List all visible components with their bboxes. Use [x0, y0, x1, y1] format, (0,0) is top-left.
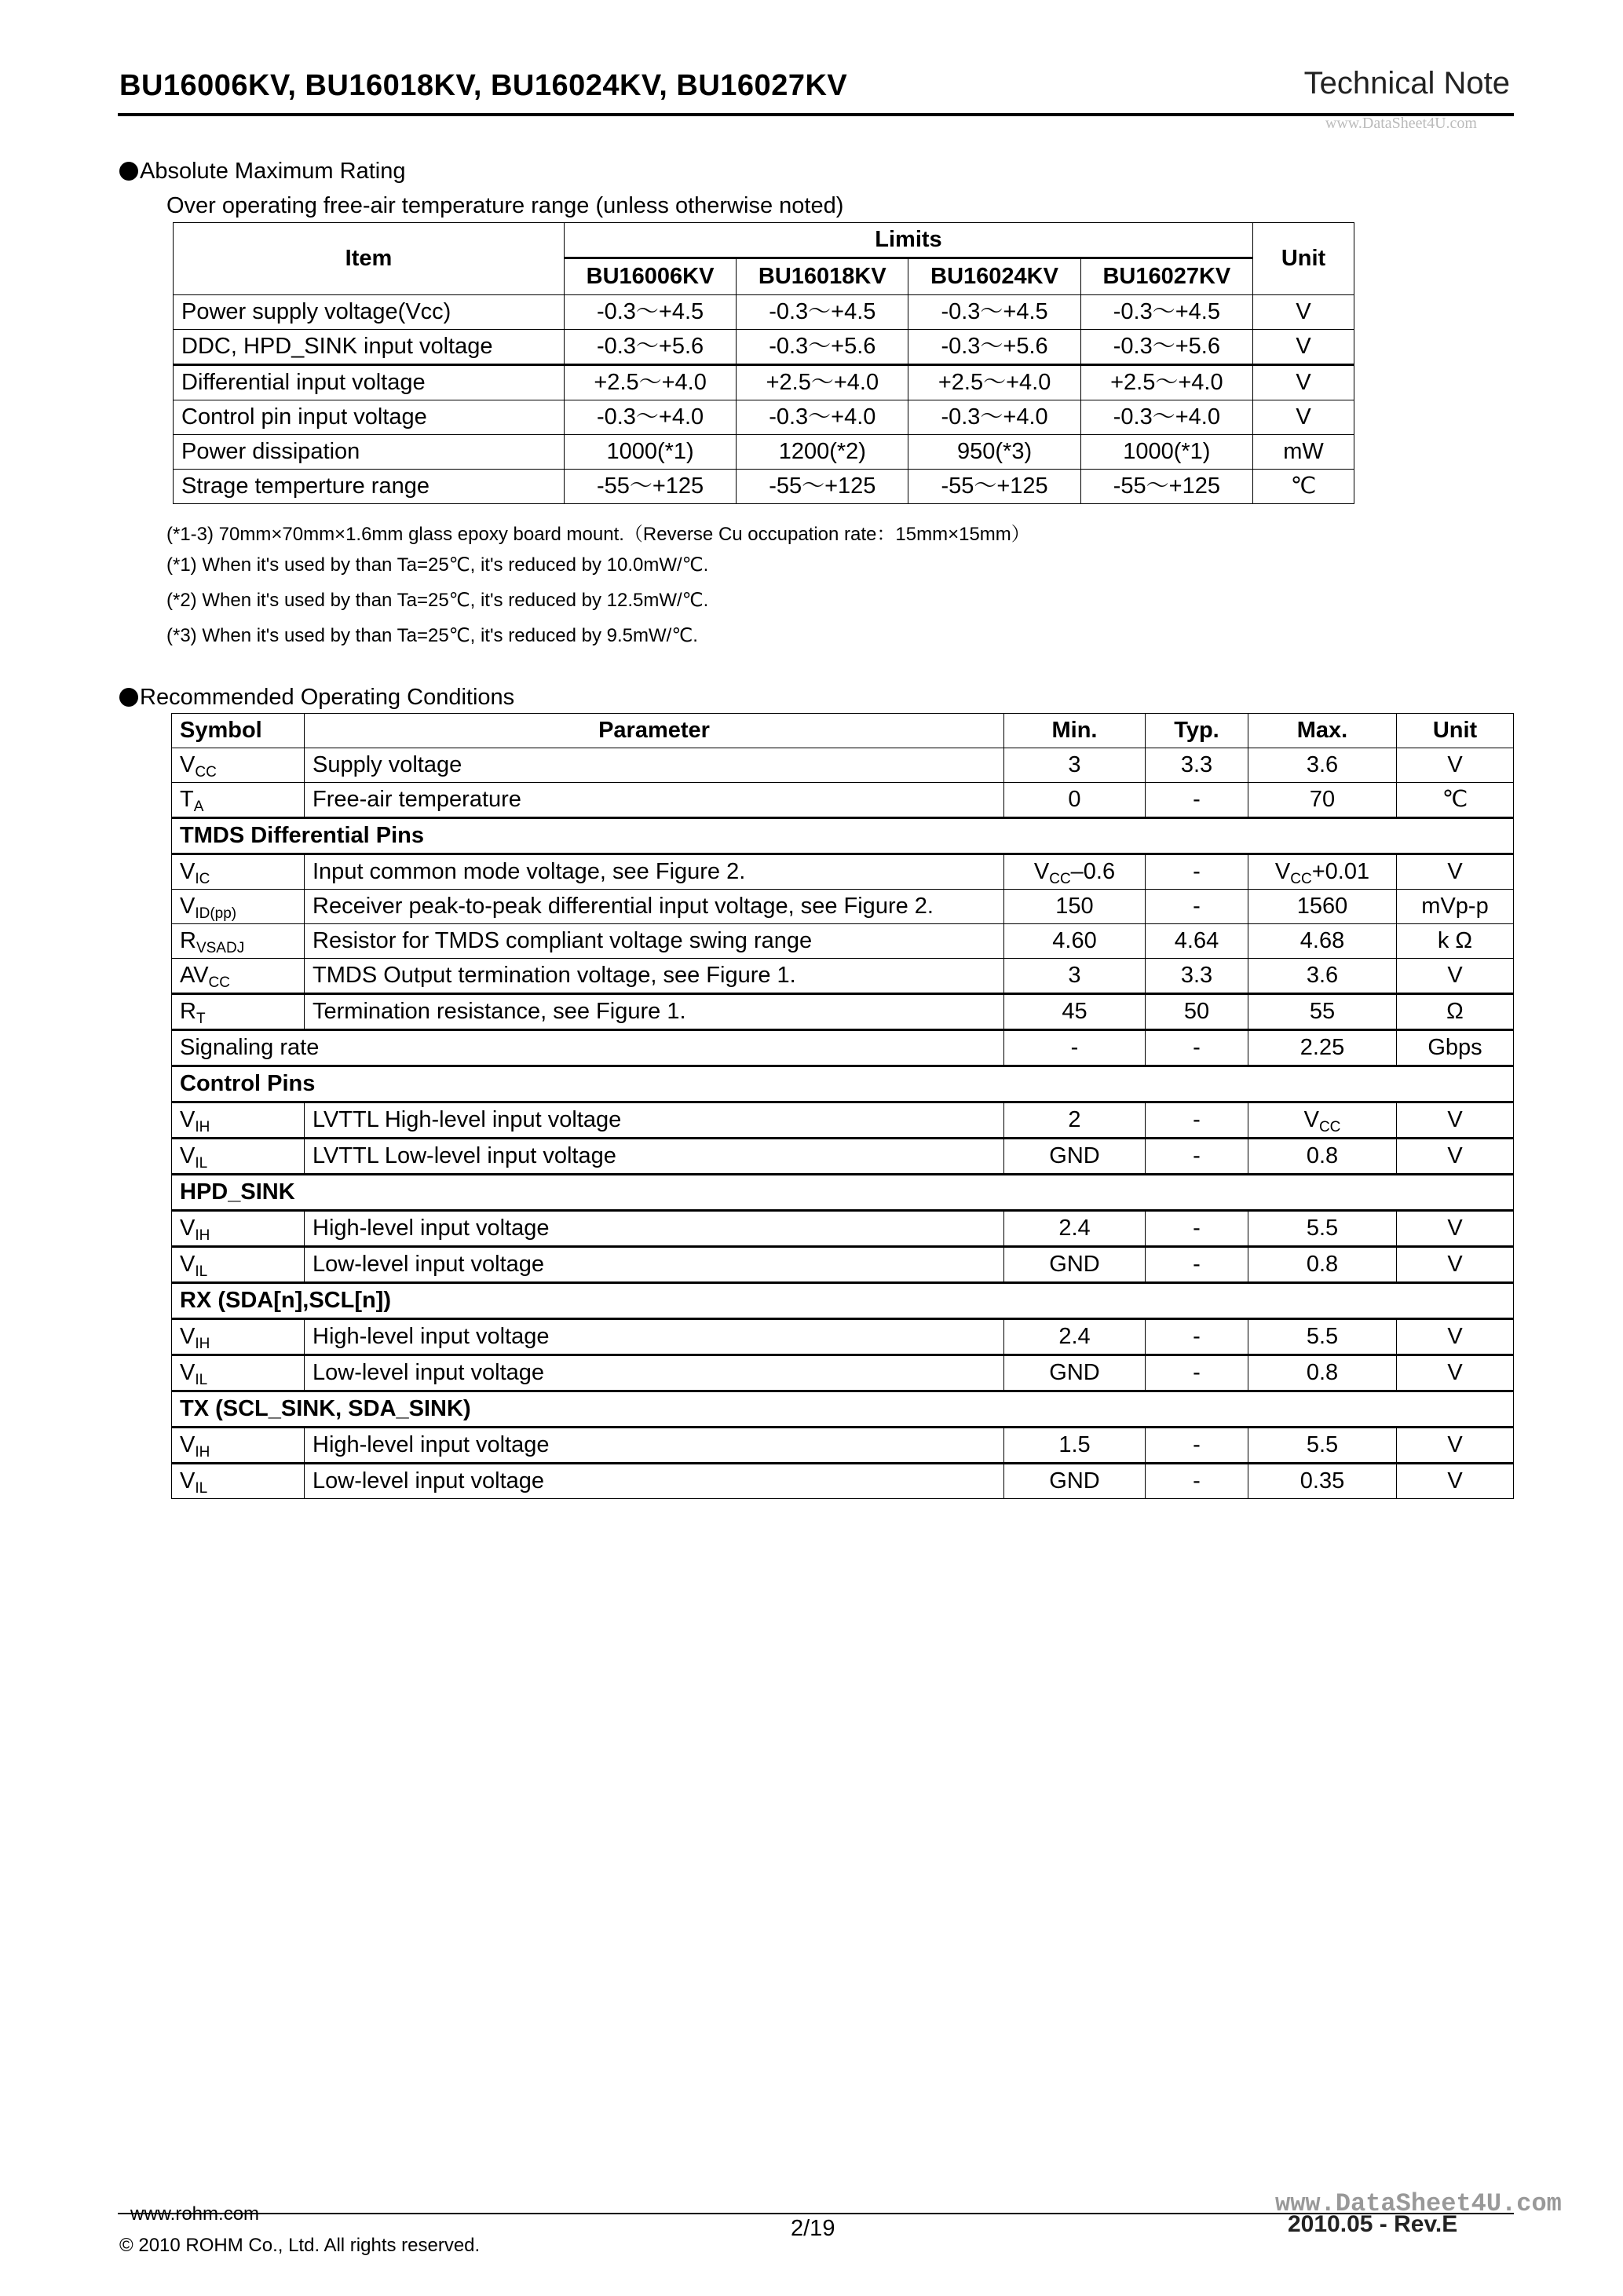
min-cell: GND	[1004, 1355, 1146, 1391]
max-cell: 3.6	[1248, 748, 1397, 783]
value-cell: -0.3～+5.6	[1080, 330, 1252, 365]
min-cell: 4.60	[1004, 924, 1146, 959]
table-row	[174, 435, 1354, 470]
symbol-base: AV	[180, 963, 209, 988]
symbol-subscript: IC	[195, 871, 210, 887]
col-model: BU16006KV	[564, 258, 736, 295]
max-cell: 55	[1248, 994, 1397, 1030]
unit-cell: V	[1253, 330, 1354, 365]
value-cell: -55～+125	[564, 470, 736, 504]
value-cell: 1000(*1)	[564, 435, 736, 470]
section-heading-roc	[119, 685, 514, 711]
table-row	[172, 1102, 1514, 1139]
symbol-cell	[172, 1355, 305, 1391]
param-cell: LVTTL Low-level input voltage	[305, 1139, 1004, 1175]
value-cell: +2.5～+4.0	[1080, 365, 1252, 400]
typ-cell: -	[1146, 1464, 1248, 1499]
value-cell: -0.3～+4.5	[564, 295, 736, 330]
group-row	[172, 818, 1514, 854]
value-cell: -0.3～+4.5	[908, 295, 1080, 330]
symbol-base: T	[180, 787, 194, 812]
table-row	[172, 994, 1514, 1030]
page-number: 2/19	[791, 2216, 835, 2241]
abs-max-table	[173, 222, 1354, 504]
max-cell: 5.5	[1248, 1428, 1397, 1464]
col-limits: Limits	[564, 223, 1252, 258]
symbol-base: V	[180, 1143, 196, 1168]
param-cell: High-level input voltage	[305, 1211, 1004, 1247]
symbol-subscript: IH	[195, 1227, 210, 1244]
typ-cell: -	[1146, 1319, 1248, 1355]
typ-cell: -	[1146, 1102, 1248, 1139]
value-cell: -0.3～+4.5	[1080, 295, 1252, 330]
param-cell: Low-level input voltage	[305, 1355, 1004, 1391]
item-cell: Power supply voltage(Vcc)	[174, 295, 565, 330]
max-cell: 3.6	[1248, 959, 1397, 994]
min-cell: GND	[1004, 1464, 1146, 1499]
symbol-subscript: T	[196, 1011, 206, 1027]
symbol-subscript: IH	[195, 1336, 210, 1352]
value-cell: -0.3～+5.6	[564, 330, 736, 365]
revision: 2010.05 - Rev.E	[1288, 2211, 1458, 2237]
symbol-cell	[172, 1102, 305, 1139]
symbol-base: V	[180, 1324, 196, 1349]
footnote: (*1) When it's used by than Ta=25℃, it's reduced by 10.0mW/℃.	[166, 554, 709, 576]
min-cell: 150	[1004, 890, 1146, 924]
param-cell: Low-level input voltage	[305, 1464, 1004, 1499]
value-cell: +2.5～+4.0	[908, 365, 1080, 400]
max-cell: 2.25	[1248, 1030, 1397, 1066]
max-symbol: V	[1303, 1107, 1319, 1132]
symbol-cell	[172, 1464, 305, 1499]
value-cell: -0.3～+4.5	[737, 295, 908, 330]
max-cell: 0.8	[1248, 1355, 1397, 1391]
table-row	[172, 1211, 1514, 1247]
document-type: Technical Note	[1303, 66, 1510, 101]
symbol-base: V	[180, 894, 196, 919]
param-cell: TMDS Output termination voltage, see Figure 1.	[305, 959, 1004, 994]
symbol-cell	[172, 994, 305, 1030]
unit-cell: V	[1253, 365, 1354, 400]
unit-cell: k Ω	[1397, 924, 1514, 959]
col-model: BU16027KV	[1080, 258, 1252, 295]
max-cell: 0.8	[1248, 1139, 1397, 1175]
unit-cell: V	[1253, 295, 1354, 330]
typ-cell: -	[1146, 890, 1248, 924]
symbol-subscript: CC	[208, 974, 230, 991]
symbol-base: R	[180, 999, 196, 1024]
unit-cell: Ω	[1397, 994, 1514, 1030]
symbol-subscript: A	[193, 799, 204, 815]
item-cell: Strage temperture range	[174, 470, 565, 504]
header-watermark: www.DataSheet4U.com	[1325, 115, 1477, 132]
typ-cell: -	[1146, 1211, 1248, 1247]
value-cell: -0.3～+4.0	[1080, 400, 1252, 435]
max-cell: 5.5	[1248, 1319, 1397, 1355]
symbol-base: V	[180, 1107, 196, 1132]
max-cell: 0.8	[1248, 1247, 1397, 1283]
symbol-subscript: ID(pp)	[195, 905, 237, 922]
symbol-subscript: CC	[195, 764, 217, 781]
max-cell: 0.35	[1248, 1464, 1397, 1499]
value-cell: -0.3～+4.0	[737, 400, 908, 435]
col-typ: Typ.	[1146, 714, 1248, 748]
typ-cell: 4.64	[1146, 924, 1248, 959]
symbol-subscript: IH	[195, 1119, 210, 1135]
min-cell: GND	[1004, 1247, 1146, 1283]
symbol-base: V	[180, 752, 196, 777]
param-cell: Free-air temperature	[305, 783, 1004, 818]
unit-cell: V	[1397, 1211, 1514, 1247]
typ-cell: 3.3	[1146, 959, 1248, 994]
table-row	[172, 890, 1514, 924]
symbol-subscript: IL	[195, 1372, 208, 1388]
symbol-cell	[172, 1319, 305, 1355]
symbol-cell	[172, 783, 305, 818]
roc-table	[171, 713, 1514, 1499]
max-symbol: V	[1274, 859, 1291, 884]
min-cell	[1004, 854, 1146, 890]
symbol-base: V	[180, 1216, 196, 1241]
value-cell: -0.3～+4.0	[908, 400, 1080, 435]
typ-cell: -	[1146, 854, 1248, 890]
unit-cell: V	[1397, 1428, 1514, 1464]
value-cell: -0.3～+5.6	[908, 330, 1080, 365]
col-parameter: Parameter	[305, 714, 1004, 748]
param-cell: Signaling rate	[172, 1030, 1004, 1066]
table-row	[174, 470, 1354, 504]
unit-cell: V	[1397, 1355, 1514, 1391]
min-value: –0.6	[1070, 859, 1116, 884]
value-cell: 950(*3)	[908, 435, 1080, 470]
param-cell: High-level input voltage	[305, 1428, 1004, 1464]
min-cell: 0	[1004, 783, 1146, 818]
max-cell: 70	[1248, 783, 1397, 818]
min-cell: 2.4	[1004, 1319, 1146, 1355]
symbol-base: V	[180, 1252, 196, 1277]
table-row	[172, 1030, 1514, 1066]
symbol-cell	[172, 890, 305, 924]
max-value: +0.01	[1311, 859, 1370, 884]
unit-cell: mVp-p	[1397, 890, 1514, 924]
value-cell: +2.5～+4.0	[737, 365, 908, 400]
symbol-cell	[172, 1211, 305, 1247]
param-cell: LVTTL High-level input voltage	[305, 1102, 1004, 1139]
param-cell: Resistor for TMDS compliant voltage swing range	[305, 924, 1004, 959]
min-cell: GND	[1004, 1139, 1146, 1175]
group-label: RX (SDA[n],SCL[n])	[172, 1283, 1514, 1319]
symbol-subscript: IL	[195, 1263, 208, 1280]
table-row	[172, 1464, 1514, 1499]
footer-watermark: www.DataSheet4U.com	[1275, 2189, 1562, 2218]
section-heading-text: Recommended Operating Conditions	[140, 685, 515, 710]
typ-cell: -	[1146, 1247, 1248, 1283]
min-cell: 45	[1004, 994, 1146, 1030]
min-cell: 2	[1004, 1102, 1146, 1139]
group-label: HPD_SINK	[172, 1175, 1514, 1211]
max-subscript: CC	[1290, 871, 1312, 887]
group-row	[172, 1175, 1514, 1211]
unit-cell: ℃	[1397, 783, 1514, 818]
unit-cell: V	[1253, 400, 1354, 435]
unit-cell: V	[1397, 748, 1514, 783]
item-cell: Power dissipation	[174, 435, 565, 470]
typ-cell: -	[1146, 783, 1248, 818]
col-item: Item	[174, 223, 565, 295]
value-cell: -55～+125	[908, 470, 1080, 504]
table-row	[172, 1355, 1514, 1391]
symbol-subscript: IL	[195, 1155, 208, 1172]
table-row	[172, 748, 1514, 783]
min-cell: 2.4	[1004, 1211, 1146, 1247]
min-cell: -	[1004, 1030, 1146, 1066]
min-cell: 3	[1004, 748, 1146, 783]
symbol-subscript: IH	[195, 1444, 210, 1461]
section-heading-abs-max	[119, 159, 405, 185]
min-cell: 3	[1004, 959, 1146, 994]
symbol-cell	[172, 1428, 305, 1464]
bullet-icon	[119, 688, 138, 707]
value-cell: -55～+125	[1080, 470, 1252, 504]
group-label: TMDS Differential Pins	[172, 818, 1514, 854]
symbol-subscript: IL	[195, 1480, 208, 1497]
typ-cell: 50	[1146, 994, 1248, 1030]
value-cell: -0.3～+4.0	[564, 400, 736, 435]
col-model: BU16018KV	[737, 258, 908, 295]
min-symbol: V	[1033, 859, 1050, 884]
value-cell: 1000(*1)	[1080, 435, 1252, 470]
typ-cell: -	[1146, 1030, 1248, 1066]
value-cell: -0.3～+5.6	[737, 330, 908, 365]
table-row	[172, 1319, 1514, 1355]
item-cell: DDC, HPD_SINK input voltage	[174, 330, 565, 365]
value-cell: -55～+125	[737, 470, 908, 504]
table-row	[172, 783, 1514, 818]
col-symbol: Symbol	[172, 714, 305, 748]
symbol-base: V	[180, 1432, 196, 1457]
symbol-base: V	[180, 1468, 196, 1493]
typ-cell: -	[1146, 1428, 1248, 1464]
col-min: Min.	[1004, 714, 1146, 748]
param-cell: Supply voltage	[305, 748, 1004, 783]
col-unit: Unit	[1397, 714, 1514, 748]
table-row	[174, 365, 1354, 400]
max-cell: 5.5	[1248, 1211, 1397, 1247]
group-row	[172, 1066, 1514, 1102]
value-cell: +2.5～+4.0	[564, 365, 736, 400]
footer-url[interactable]: www.rohm.com	[130, 2203, 260, 2225]
footnote: (*2) When it's used by than Ta=25℃, it's reduced by 12.5mW/℃.	[166, 590, 709, 611]
unit-cell: V	[1397, 959, 1514, 994]
min-subscript: CC	[1049, 871, 1071, 887]
symbol-subscript: VSADJ	[196, 940, 245, 956]
section-heading-text: Absolute Maximum Rating	[140, 159, 406, 184]
typ-cell: -	[1146, 1355, 1248, 1391]
table-row	[174, 295, 1354, 330]
footnote: (*3) When it's used by than Ta=25℃, it's reduced by 9.5mW/℃.	[166, 625, 698, 646]
document-title: BU16006KV, BU16018KV, BU16024KV, BU16027KV	[119, 69, 848, 102]
param-cell: Termination resistance, see Figure 1.	[305, 994, 1004, 1030]
unit-cell: V	[1397, 854, 1514, 890]
abs-max-subtitle: Over operating free-air temperature range (unless otherwise noted)	[166, 193, 844, 218]
param-cell: Input common mode voltage, see Figure 2.	[305, 854, 1004, 890]
unit-cell: ℃	[1253, 470, 1354, 504]
param-cell: High-level input voltage	[305, 1319, 1004, 1355]
value-cell: 1200(*2)	[737, 435, 908, 470]
symbol-base: V	[180, 1360, 196, 1385]
symbol-cell	[172, 1139, 305, 1175]
item-cell: Control pin input voltage	[174, 400, 565, 435]
max-cell	[1248, 1102, 1397, 1139]
table-row	[172, 1428, 1514, 1464]
table-row	[172, 1139, 1514, 1175]
unit-cell: V	[1397, 1102, 1514, 1139]
table-row	[172, 854, 1514, 890]
group-label: TX (SCL_SINK, SDA_SINK)	[172, 1391, 1514, 1428]
col-max: Max.	[1248, 714, 1397, 748]
col-unit: Unit	[1253, 223, 1354, 295]
unit-cell: V	[1397, 1247, 1514, 1283]
col-model: BU16024KV	[908, 258, 1080, 295]
unit-cell: V	[1397, 1464, 1514, 1499]
max-subscript: CC	[1318, 1119, 1341, 1135]
unit-cell: V	[1397, 1319, 1514, 1355]
symbol-cell	[172, 924, 305, 959]
group-row	[172, 1283, 1514, 1319]
symbol-cell	[172, 1247, 305, 1283]
table-row	[172, 1247, 1514, 1283]
max-cell	[1248, 854, 1397, 890]
table-row	[172, 924, 1514, 959]
bullet-icon	[119, 162, 138, 181]
symbol-cell	[172, 748, 305, 783]
max-cell: 4.68	[1248, 924, 1397, 959]
item-cell: Differential input voltage	[174, 365, 565, 400]
table-row	[174, 400, 1354, 435]
unit-cell: V	[1397, 1139, 1514, 1175]
group-row	[172, 1391, 1514, 1428]
max-cell: 1560	[1248, 890, 1397, 924]
header-rule	[118, 113, 1514, 116]
typ-cell: 3.3	[1146, 748, 1248, 783]
symbol-base: V	[180, 859, 196, 884]
footnote: (*1-3) 70mm×70mm×1.6mm glass epoxy board mount.（Reverse Cu occupation rate：15mm×15mm）	[166, 524, 1030, 545]
symbol-base: R	[180, 928, 196, 953]
group-label: Control Pins	[172, 1066, 1514, 1102]
typ-cell: -	[1146, 1139, 1248, 1175]
min-cell: 1.5	[1004, 1428, 1146, 1464]
table-row	[172, 959, 1514, 994]
footer-copyright: © 2010 ROHM Co., Ltd. All rights reserved.	[119, 2235, 481, 2256]
symbol-cell	[172, 959, 305, 994]
unit-cell: mW	[1253, 435, 1354, 470]
param-cell: Low-level input voltage	[305, 1247, 1004, 1283]
param-cell: Receiver peak-to-peak differential input voltage, see Figure 2.	[305, 890, 1004, 924]
table-row	[174, 330, 1354, 365]
symbol-cell	[172, 854, 305, 890]
unit-cell: Gbps	[1397, 1030, 1514, 1066]
